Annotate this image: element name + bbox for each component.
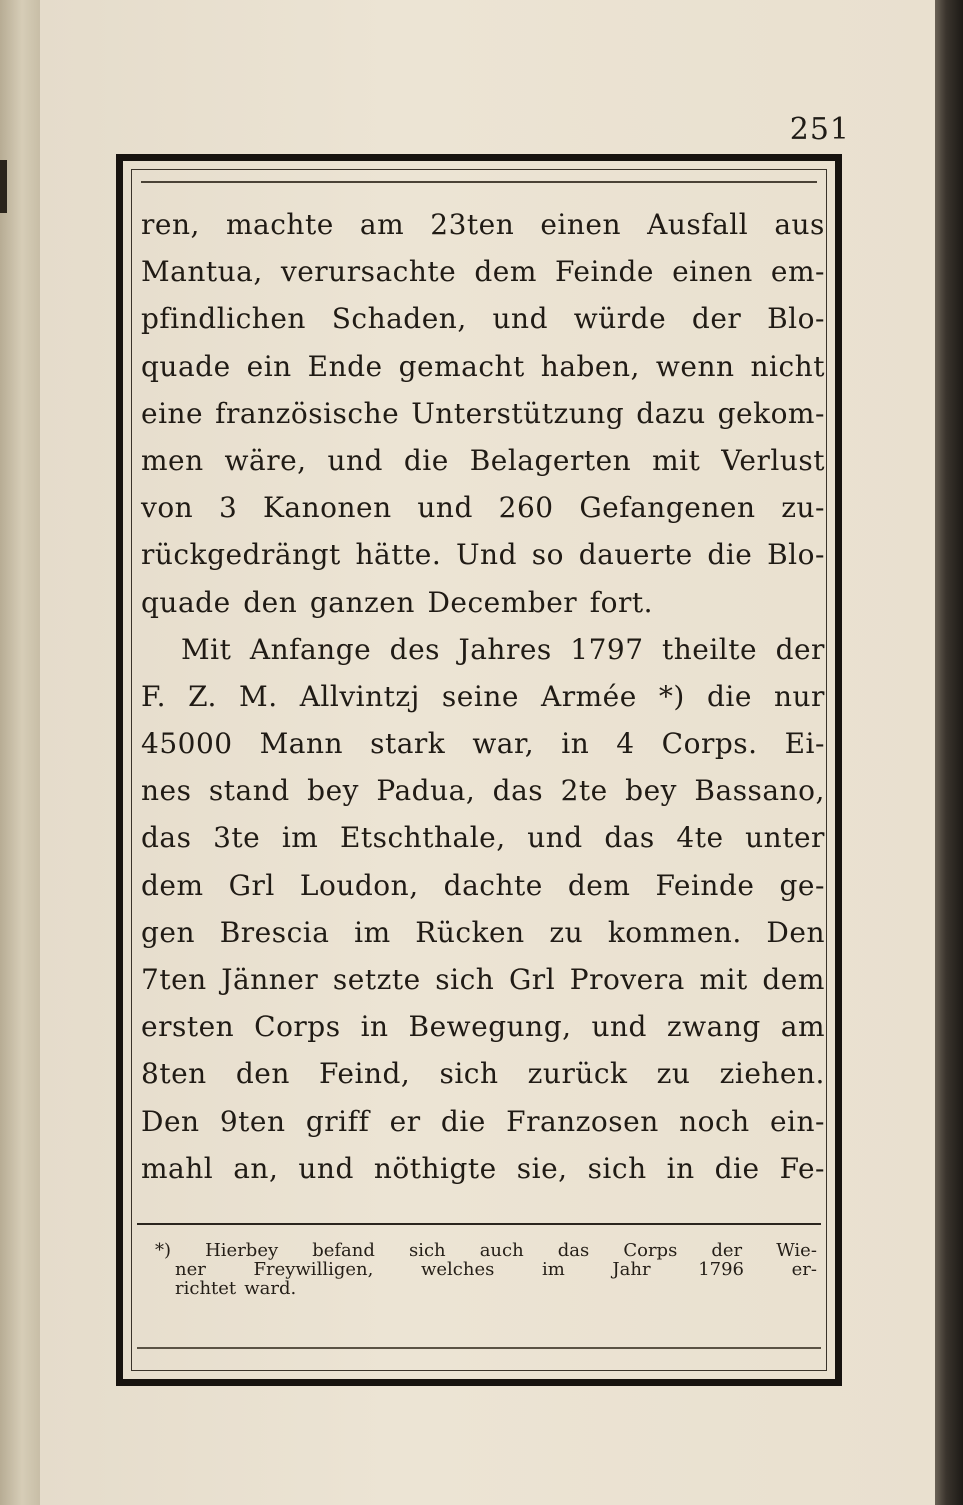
book-binding — [0, 0, 41, 1505]
word: dem — [567, 868, 631, 902]
word: 45000 — [141, 727, 233, 761]
word: 4 — [616, 727, 635, 761]
text-line — [141, 814, 825, 861]
word: befand — [312, 1240, 375, 1261]
word: Feinde — [655, 868, 755, 902]
word: und — [417, 491, 473, 525]
word: Den — [766, 915, 825, 949]
word: die — [706, 679, 752, 713]
word: Kanonen — [263, 491, 392, 525]
text-line — [141, 1145, 825, 1192]
word: Jahres — [458, 632, 552, 666]
word: machte — [226, 208, 334, 241]
footnote-line — [149, 1241, 817, 1260]
word: ganzen — [309, 585, 415, 619]
word: zu — [656, 1057, 691, 1091]
word: mit — [652, 443, 701, 477]
word: Blo- — [767, 538, 825, 572]
footnote — [149, 1241, 817, 1298]
footnote-rule — [137, 1223, 821, 1225]
word: Freywilligen, — [253, 1259, 374, 1280]
word: 3 — [218, 491, 238, 525]
word: sie, — [516, 1151, 568, 1185]
word: und — [327, 443, 383, 477]
page-edge — [935, 0, 963, 1505]
word: 2te — [560, 774, 608, 808]
word: die — [707, 538, 753, 572]
word: Rücken — [415, 915, 525, 949]
text-line — [141, 767, 825, 814]
word: pfindlichen — [141, 302, 306, 336]
word: dem — [474, 255, 537, 289]
text-line — [141, 956, 825, 1003]
text-line — [141, 201, 825, 248]
word: Jahr — [612, 1259, 651, 1280]
word: am — [359, 208, 405, 241]
word: rückgedrängt — [141, 538, 341, 572]
word: das — [557, 1240, 590, 1261]
word: ward. — [244, 1278, 297, 1299]
bottom-rule — [137, 1347, 821, 1349]
word: das — [141, 821, 192, 855]
word: wenn — [655, 349, 735, 383]
word: zwang — [666, 1010, 761, 1044]
word: Wie- — [776, 1240, 817, 1261]
text-line — [141, 295, 825, 342]
word: Ausfall — [647, 208, 749, 241]
word: am — [780, 1010, 825, 1044]
word: hätte. — [355, 538, 442, 572]
word: mahl — [141, 1151, 214, 1185]
word: quade — [141, 349, 231, 383]
footnote-line — [149, 1260, 817, 1279]
word: auch — [479, 1240, 524, 1261]
word: einen — [672, 255, 753, 289]
word: würde — [573, 302, 667, 336]
footnote-line — [149, 1279, 817, 1298]
word: dachte — [443, 868, 543, 902]
word: Verlust — [721, 443, 825, 477]
word: im — [354, 915, 391, 949]
word: im — [541, 1259, 565, 1280]
word: Hierbey — [205, 1240, 279, 1261]
word: der — [691, 302, 742, 336]
word: er — [389, 1104, 421, 1138]
word: *) — [658, 679, 685, 713]
text-line — [141, 579, 825, 626]
word: dem — [141, 868, 204, 902]
word: F. — [141, 679, 166, 713]
word: Feinde — [555, 255, 654, 289]
word: Grl — [508, 963, 556, 996]
text-line — [141, 484, 825, 531]
text-line — [141, 437, 825, 484]
word: französische — [215, 396, 400, 430]
word: Grl — [228, 868, 275, 902]
word: Unterstützung — [411, 396, 625, 430]
word: haben, — [540, 349, 640, 383]
word: und — [591, 1010, 647, 1044]
word: das — [492, 774, 544, 808]
word: sich — [408, 1240, 446, 1261]
word: in — [561, 727, 590, 761]
word: die — [714, 1151, 760, 1185]
word: die — [403, 443, 449, 477]
word: Corps — [623, 1240, 678, 1261]
word: dauerte — [578, 538, 693, 572]
word: zurück — [527, 1057, 628, 1091]
word: unter — [745, 821, 825, 855]
word: 23ten — [430, 208, 515, 241]
word: nes — [141, 774, 192, 808]
word: 1796 — [698, 1259, 745, 1280]
top-rule — [141, 181, 817, 183]
word: in — [360, 1010, 389, 1044]
word: sich — [435, 963, 495, 996]
word: bey — [307, 774, 359, 808]
word: men — [141, 443, 204, 477]
word: noch — [679, 1104, 750, 1138]
word: 8ten — [141, 1057, 207, 1091]
binding-mark — [0, 195, 7, 213]
word: 260 — [498, 491, 554, 525]
word: fort. — [589, 585, 654, 619]
word: zu- — [781, 491, 825, 525]
word: 1797 — [570, 632, 644, 666]
word: Z. — [188, 679, 217, 713]
word: 4te — [676, 821, 724, 855]
word: Provera — [569, 963, 685, 996]
word: mit — [699, 963, 748, 996]
word: quade — [141, 585, 231, 619]
word: dem — [762, 963, 825, 996]
word: und — [527, 821, 583, 855]
word: December — [427, 585, 578, 619]
word: Etschthale, — [339, 821, 506, 855]
word: in — [666, 1151, 695, 1185]
text-line — [141, 390, 825, 437]
word: Loudon, — [299, 868, 419, 902]
word: Ende — [307, 349, 383, 383]
word: *) — [155, 1240, 172, 1261]
word: em- — [770, 255, 825, 289]
word: Bewegung, — [408, 1010, 572, 1044]
word: einen — [540, 208, 622, 241]
text-line — [141, 1050, 825, 1097]
word: Mann — [259, 727, 344, 761]
word: kommen. — [607, 915, 742, 949]
word: ziehen. — [719, 1057, 825, 1091]
word: gekom- — [717, 396, 825, 430]
word: Anfange — [249, 632, 372, 666]
word: das — [604, 821, 655, 855]
word: Gefangenen — [579, 491, 756, 525]
main-text — [141, 201, 825, 1192]
word: war, — [472, 727, 535, 761]
word: dazu — [636, 396, 706, 430]
word: Brescia — [219, 915, 330, 949]
word: gen — [141, 915, 196, 949]
word: gemacht — [398, 349, 525, 383]
word: und — [492, 302, 548, 336]
word: verursachte — [280, 255, 457, 289]
word: bey — [625, 774, 677, 808]
word: Ei- — [784, 727, 825, 761]
word: richtet — [175, 1278, 237, 1299]
word: griff — [305, 1104, 370, 1138]
text-line — [141, 531, 825, 578]
word: den — [243, 585, 298, 619]
word: Bassano, — [694, 774, 825, 808]
word: Padua, — [376, 774, 476, 808]
word: von — [141, 491, 194, 525]
word: ein- — [769, 1104, 825, 1138]
word: ein — [246, 349, 292, 383]
text-line — [141, 1003, 825, 1050]
word: zu — [549, 915, 584, 949]
word: stark — [370, 727, 446, 761]
word: stand — [208, 774, 290, 808]
word: setzte — [332, 963, 421, 996]
text-frame — [116, 154, 842, 1386]
word: nur — [773, 679, 825, 713]
word: ner — [175, 1259, 206, 1280]
word: und — [298, 1151, 354, 1185]
word: die — [440, 1104, 486, 1138]
text-line — [141, 862, 825, 909]
word: Corps. — [661, 727, 758, 761]
word: 7ten — [141, 963, 207, 996]
text-line — [141, 626, 825, 673]
word: Corps — [254, 1010, 341, 1044]
word: M. — [239, 679, 278, 713]
word: nöthigte — [373, 1151, 497, 1185]
text-line — [141, 343, 825, 390]
word: Mit — [181, 632, 232, 666]
word: ersten — [141, 1010, 235, 1044]
word: so — [531, 538, 564, 572]
word: der — [775, 632, 825, 666]
word: seine — [441, 679, 519, 713]
word: sich — [439, 1057, 499, 1091]
text-line — [141, 1098, 825, 1145]
word: des — [389, 632, 441, 666]
word: nicht — [750, 349, 825, 383]
word: Und — [455, 538, 518, 572]
word: Mantua, — [141, 255, 263, 289]
word: Feind, — [319, 1057, 411, 1091]
word: Blo- — [767, 302, 825, 336]
word: aus — [774, 208, 825, 241]
word: Fe- — [779, 1151, 825, 1185]
word: den — [235, 1057, 290, 1091]
word: im — [281, 821, 319, 855]
word: Allvintzj — [299, 679, 420, 713]
word: eine — [141, 396, 204, 430]
word: Armée — [541, 679, 637, 713]
page-number: 251 — [789, 112, 850, 147]
text-line — [141, 909, 825, 956]
word: ge- — [779, 868, 825, 902]
text-line — [141, 720, 825, 767]
text-line — [141, 248, 825, 295]
word: der — [711, 1240, 743, 1261]
word: sich — [587, 1151, 647, 1185]
word: Den — [141, 1104, 200, 1138]
word: Jänner — [221, 963, 319, 996]
text-line — [141, 673, 825, 720]
binding-mark — [0, 160, 7, 200]
word: Schaden, — [331, 302, 467, 336]
word: 3te — [213, 821, 261, 855]
word: er- — [791, 1259, 817, 1280]
word: welches — [420, 1259, 495, 1280]
word: Franzosen — [506, 1104, 659, 1138]
word: an, — [233, 1151, 279, 1185]
word: Belagerten — [469, 443, 632, 477]
word: wäre, — [224, 443, 307, 477]
word: theilte — [662, 632, 758, 666]
word: ren, — [141, 208, 200, 241]
word: 9ten — [219, 1104, 286, 1138]
